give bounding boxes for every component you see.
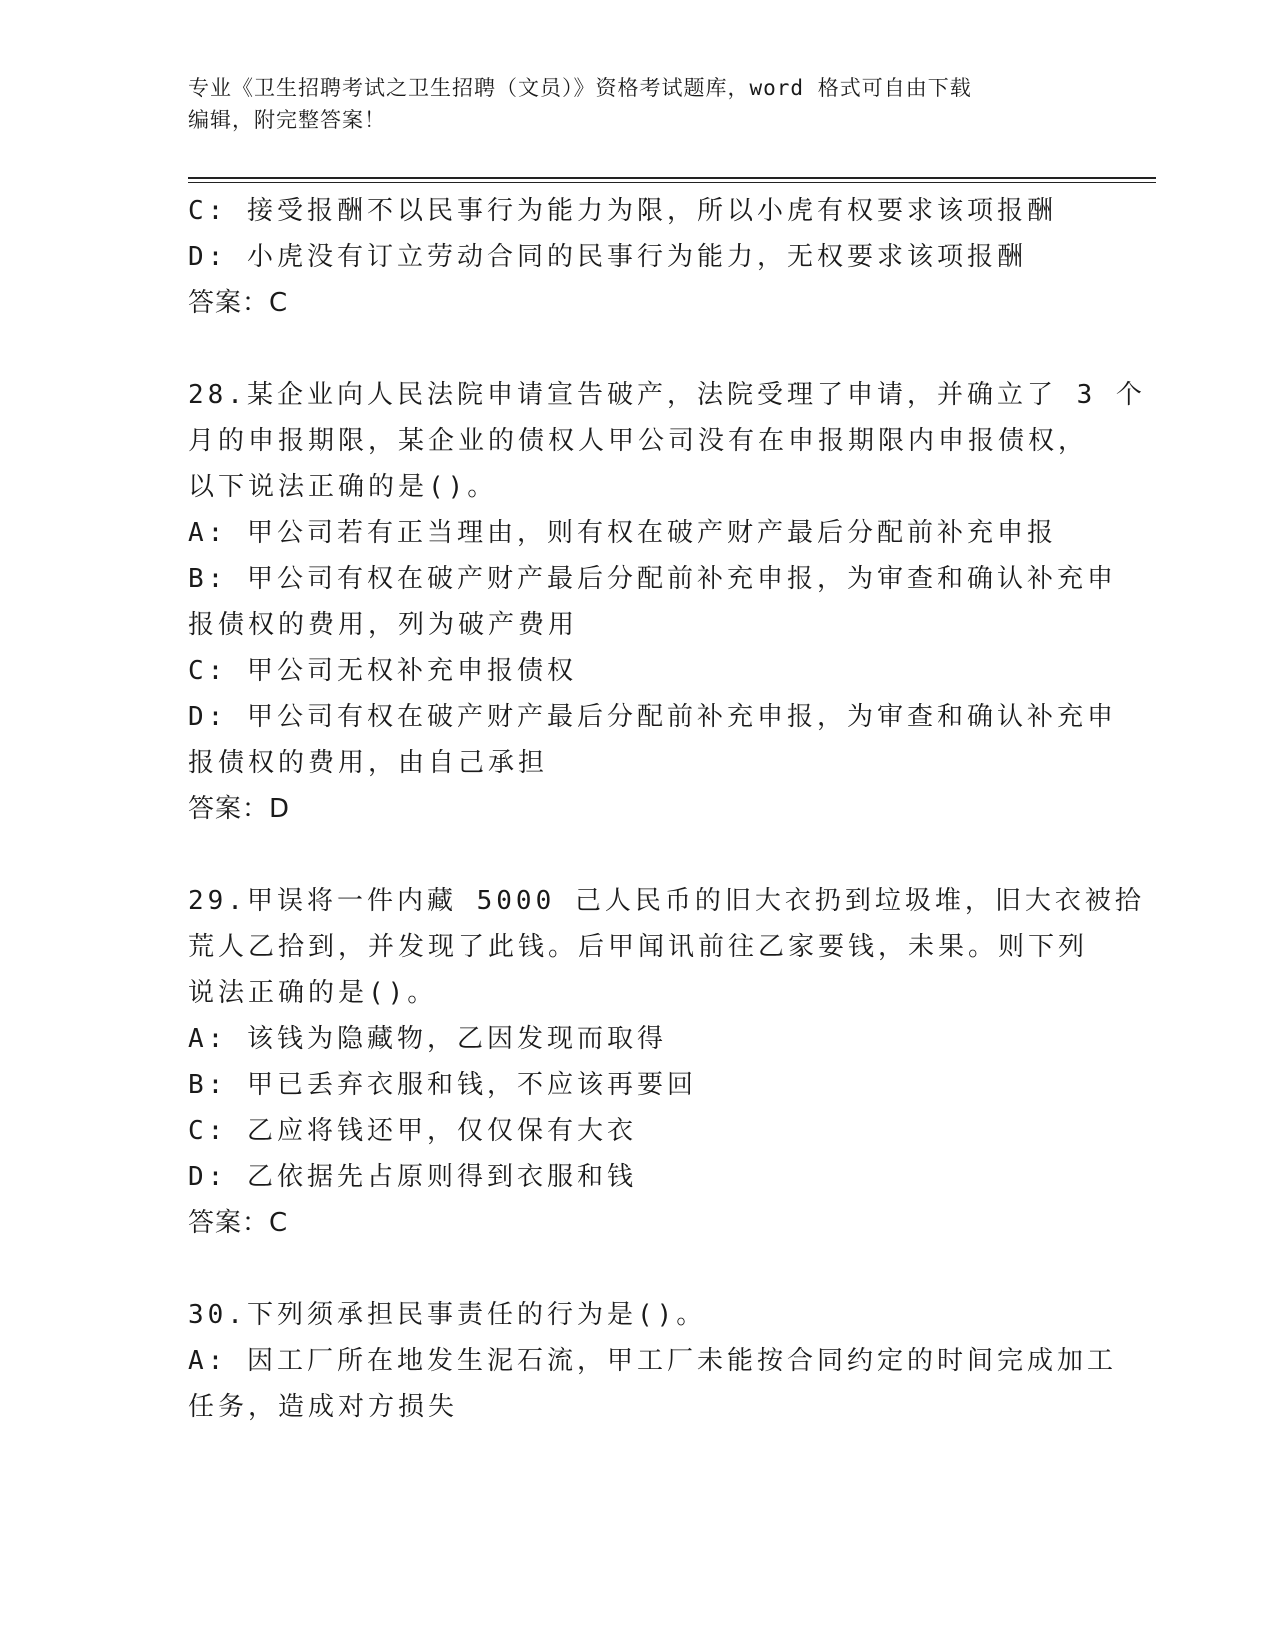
page-header [188,72,1068,136]
option-line: D: 乙依据先占原则得到衣服和钱 [188,1162,637,1192]
option-line: C: 乙应将钱还甲，仅仅保有大衣 [188,1116,637,1146]
answer-line: 答案：C [188,1208,289,1238]
spacer [188,1246,1088,1292]
question-29 [188,878,1145,1246]
option-line: A: 甲公司若有正当理由，则有权在破产财产最后分配前补充申报 [188,518,1057,548]
option-line: C: 甲公司无权补充申报债权 [188,656,577,686]
question-stem-line: 以下说法正确的是()。 [188,472,498,502]
answer-line: 答案：C [188,288,289,318]
header-line-2: 编辑，附完整答案！ [188,108,386,132]
option-line: 报债权的费用，由自己承担 [188,748,549,778]
option-line: B: 甲已丢弃衣服和钱，不应该再要回 [188,1070,697,1100]
option-line: A: 该钱为隐藏物，乙因发现而取得 [188,1024,667,1054]
option-line: D: 小虎没有订立劳动合同的民事行为能力，无权要求该项报酬 [188,242,1027,272]
question-stem-line: 荒人乙拾到，并发现了此钱。后甲闻讯前往乙家要钱，未果。则下列 [188,932,1089,962]
question-stem-line: 30.下列须承担民事责任的行为是()。 [188,1300,707,1330]
question-content [188,188,1146,1430]
option-line: 任务，造成对方损失 [188,1392,459,1422]
question-stem-line: 说法正确的是()。 [188,978,438,1008]
question-27-tail [188,188,1088,326]
option-line: 报债权的费用，列为破产费用 [188,610,579,640]
option-line: D: 甲公司有权在破产财产最后分配前补充申报，为审查和确认补充申 [188,702,1117,732]
question-stem-line: 28.某企业向人民法院申请宣告破产，法院受理了申请，并确立了 3 个 [188,380,1146,410]
header-divider [188,177,1156,183]
question-stem-line: 月的申报期限，某企业的债权人甲公司没有在申报期限内申报债权， [188,426,1089,456]
question-30 [188,1292,1117,1430]
header-line-1: 专业《卫生招聘考试之卫生招聘（文员）》资格考试题库，word 格式可自由下载 [188,76,972,100]
spacer [188,832,1088,878]
question-stem-line: 29.甲误将一件内藏 5000 己人民币的旧大衣扔到垃圾堆，旧大衣被拾 [188,886,1145,916]
spacer [188,326,1088,372]
option-line: B: 甲公司有权在破产财产最后分配前补充申报，为审查和确认补充申 [188,564,1117,594]
option-line: C: 接受报酬不以民事行为能力为限，所以小虎有权要求该项报酬 [188,196,1057,226]
question-28 [188,372,1146,832]
answer-line: 答案：D [188,794,291,824]
option-line: A: 因工厂所在地发生泥石流，甲工厂未能按合同约定的时间完成加工 [188,1346,1117,1376]
